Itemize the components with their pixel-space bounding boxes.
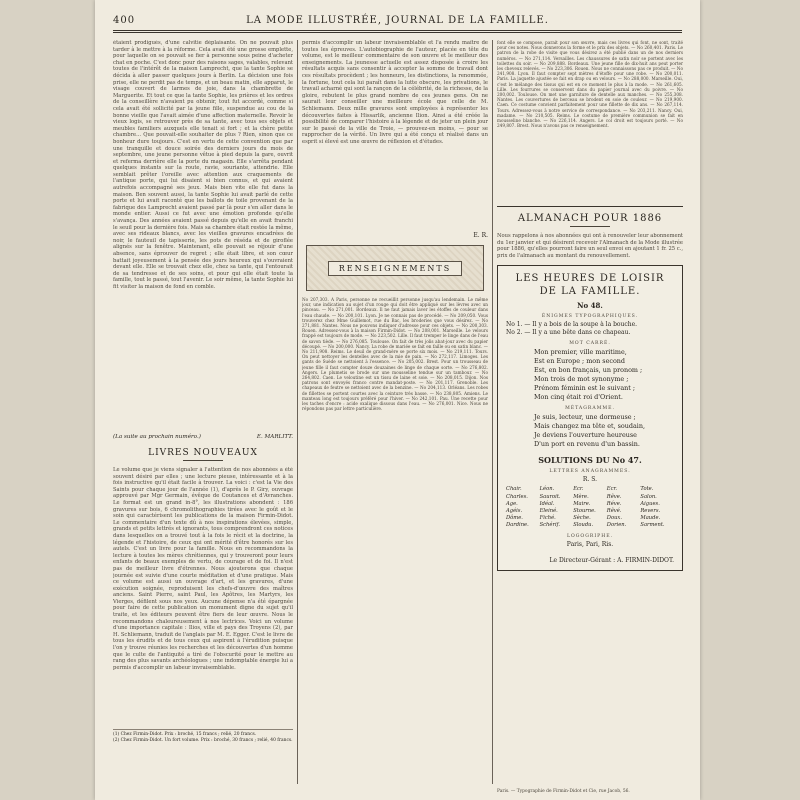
solution-word: Idéal. (539, 500, 555, 507)
mot-carre-label: MOT CARRÉ. (569, 341, 611, 347)
logogriphe-answer: Paris, Pari, Ris. (566, 540, 614, 548)
poem-line: Mais changez ma tête et, soudain, (534, 422, 645, 431)
enigme: No 2. — Il y a une bête dans ce chapeau. (506, 329, 631, 337)
printer-footer: Paris. — Typographie de Firmin-Didot et Cie, rue Jacob, 56. (497, 789, 630, 794)
almanach-text: Nous rappelons à nos abonnées qui ont à renouveler leur abonnement du 1er janvier et qui désirent recevoir l'Almanach de la Mode illustrée pour 1886, qu'elles pourront faire un seul envoi en ajoutant 1 fr. 25 c., prix de l'almanach au montant du renouvellement. (497, 233, 683, 259)
review-signature: E. R. (473, 232, 488, 239)
title-rule (183, 460, 223, 461)
solution-word: Schérif. (539, 522, 560, 529)
directeur-gerant: Le Directeur-Gérant : A. FIRMIN-DIDOT. (549, 556, 674, 564)
poem-line: Est en Europe ; mon second (534, 357, 625, 366)
solution-word: Chair. (506, 486, 522, 493)
lettres-anagrammes-label: LETTRES ANAGRAMMES. (549, 469, 631, 475)
poem-line: Mon trois de mot synonyme ; (534, 375, 629, 384)
enigme: No 1. — Il y a bois de la soupe à la bouche. (506, 321, 638, 329)
section-rule (497, 206, 683, 207)
livres-continued-text: permis d'accomplir un labeur invraisemblable et l'a rendu maître de toutes les épreuves. L'autobiographie de l'auteur, placée en tête du volume, est le meilleur commentaire de son œuvre et le meilleur des enseignements. La jeunesse actuelle est assez disposée à croire les résultats acquis sans consentir à accepter la somme de travail dont ces résultats procèdent ; les honneurs, les distinctions, la renommée, la fortune, tout cela lui paraît dans la lutte obscure, les privations, le travail acharné qui sont la rançon de la célébrité, de la richesse, de la gloire, rebutent le plus grand nombre de ces jeunes gens. On ne saurait leur conseiller une meilleure école que celle de M. Schliemann. Deux mille gravures sont employées à représenter les découvertes faites à Hissarlik, ancienne Ilion. Ainsi a été créée la possibilité de comparer l'histoire à la légende et de jeter un plein jour sur le passé de la ville de Troie, — prouvez-en moins, — pour se rapprocher de la vérité. Un livre qui a été conçu et réalisé dans un esprit si élevé est une œuvre de réflexion et d'études. (302, 40, 488, 145)
author-signature: E. MARLITT. (256, 434, 293, 440)
solutions-grid (506, 486, 674, 529)
column-separator (492, 40, 493, 784)
solution-word: Tote. (640, 486, 654, 493)
poem-line: Mon premier, ville maritime, (534, 348, 627, 357)
solution-word: Dorien. (606, 522, 627, 529)
feuilleton-footer (113, 434, 293, 440)
section-title-livres: LIVRES NOUVEAUX (148, 448, 258, 458)
solution-word: Ecr. (573, 486, 584, 493)
solution-word: Sarment. (640, 522, 665, 529)
solution-word: Revers. (640, 507, 661, 514)
solution-word: Léon. (539, 486, 555, 493)
page-number: 400 (113, 14, 136, 26)
heures-de-loisir-box (497, 265, 683, 570)
page-header (113, 12, 682, 28)
poem-line: Mon cinq était roi d'Orient. (534, 393, 623, 402)
solution-word: Fiché. (539, 515, 556, 522)
solution-word: Aigues. (640, 500, 660, 507)
solution-word: Dardine. (506, 522, 529, 529)
solution-word: Sloudu. (573, 522, 594, 529)
solution-word: Charles. (506, 493, 528, 500)
banner-title: RENSEIGNEMENTS (328, 261, 462, 276)
solution-word: Sèche. (573, 515, 591, 522)
header-rule (113, 30, 682, 31)
feuilleton-text: étaient prodigués, d'une calvitie déplaisante. On ne pouvait plus tarder à le mettre à la réforme. Cela avait été une grosse emplette, pour laquelle on se pouvait se fier à personne sous peine d'acheter chat en poche. C'est donc pour des raisons sages, valables, relevant toutes de l'intérêt de la maison Lamprecht, que la tante Sophie se décida à aller passer quelques jours à Berlin. La décision une fois prise, elle ne perdit pas de temps, et un beau matin, elle apparut, le visage couvert de larmes de joie, dans la chambrette de Marguerite. Et tout ce que la tante Sophie, les prières et les ordres de la conseillère n'avaient pu obtenir, tout fut accordé, comme si cela avait été sollicité par la jeune fille, suspendue au cou de la bonne vieille que l'avait aimée d'une affection maternelle. Revoir le vieux logis, se retrouver près de sa tante, avec tous ses objets et meubles familiers auxquels elle tenait si fort ; et la chère petite chambre... Que pouvait-elle souhaiter de plus ? Rien, sinon que ce bonheur dure toujours. C'est en vertu de cette convention que par une tranquille et douce soirée des derniers jours du mois de septembre, une jeune personne vêtue à pied depuis la gare, ouvrit et referma derrière elle la porte du magasin. Elle s'arrêta pendant quelques instants sur la route, ravie, souriante, attendrie. Elle semblait prêter l'oreille avec attention aux craquements de l'antique porte, qui lui disaient si bien connus, et qui avaient autrefois accompagné ses jeux. Mais bien vite elle fut dans la maison. Ben souvent aussi, la tante Sophie lui avait parlé de cette porte et lui avait raconté que les ballots de toile provenant de la fabrique des Lamprecht avaient passé par là pour s'en aller dans le monde entier. Aussi ce fut avec une émotion profonde qu'elle s'avança. Des années avaient passé depuis qu'elle en avait franchi le seuil pour la dernière fois. Mais sa chambre était restée la même, avec ses rideaux blancs, avec les vieilles gravures encadrées de noir, le fauteuil de tapisserie, les pots de réséda et de giroflée alignés sur la fenêtre. Maintenant, elle pouvait se réjouir d'une absence, sans éprouver de regret ; elle était libre, et son cœur battait joyeusement à la pensée des jours heureux qui s'ouvraient devant elle. Elle se trouvait chez elle, chez sa tante, qui l'entourait de sa tendresse et de ses soins, et pour qui elle était toute la famille, tout le passé, tout l'avenir. Le soir même, la tante Sophie lui fit visiter la maison de fond en comble. (113, 40, 293, 290)
solution-initials: R. S. (582, 476, 598, 484)
suite-note: (La suite au prochain numéro.) (113, 434, 201, 440)
column-1 (113, 40, 293, 788)
renseignements-continued: font elle se compose, parait pour son œuvre, mais ces livres qui font, ne sont, traité pour ces notes. Nous donnerons la forme et le prix des objets. — No 260,401. Paris. Le patron de la robe de visite que vous désirez a été publié dans un de nos derniers numéros. — No 271,114. Versailles. Les chaussures de satin noir se portent avec les toilettes du soir. — No 209,888. Bordeaux. Une jeune fille de dix-huit ans peut porter les cheveux relevés. — No 223,306. Rouen. Nous ne connaissons pas ce produit. — No 241,908. Lyon. Il faut compter sept mètres d'étoffe pour une robe. — No 200,011. Paris. La jaquette ajustée se fait en drap ou en velours. — No 288,000. Marseille. Oui, c'est le mélange des tissus qui est en ce moment le plus à la mode. — No 261,605. Lille. Les fourrures se conservent dans du papier journal avec du poivre. — No 200,002. Toulouse. On met une garniture de dentelle aux manches. — No 255,308. Nantes. Les couvertures de berceau se brodent en soie de couleur. — No 219,900. Caen. Ce costume convient parfaitement pour une fillette de dix ans. — No 267,114. Tours. Adressez-vous à notre service de correspondance. — No 203,211. Nancy. Oui, madame. — No 210,505. Reims. Le costume de première communion se fait en mousseline blanche. — No 226,114. Angers. Le col droit est toujours porté. — No 249,807. Brest. Nous n'avons pas ce renseignement. (497, 40, 683, 129)
solution-word: Salon. (640, 493, 657, 500)
poem-line: Je suis, lecteur, une dormeuse ; (534, 413, 636, 422)
poem-line: D'un port en revenu d'un bassin. (534, 440, 640, 449)
solution-word: Ecr. (606, 486, 618, 493)
livres-text: Le volume que je viens signaler à l'attention de nos abonnées a été souvent désiré par elles ; une lecture pieuse, intéressante et à la fois instructive qu'il était facile à trouver. La voici : c'est la Vie des Saints pour chaque jour de l'année (1), d'après le P. Giry, ouvrage approuvé par Mgr Germain, évêque de Coutances et d'Avranches. Le format est un grand in-8°, les illustrations abondent : 186 gravures sur bois, 6 chromolithographies tirées avec le goût et le soin qui caractérisent les publications de la maison Firmin-Didot. Le commentaire d'un texte dû à nos inspirations élevées, simple, grands et petits lettrés et ignorants, tous comprendront ces notices dans lesquelles on a trouvé tout à la fois le récit et la doctrine, la légende et l'histoire, de ceux qui ont mérité d'être honorés sur les autels. C'est un livre pour la famille. Nous en recommandons la lecture à toutes les mères chrétiennes, qui y trouveront pour leurs enfants de beaux exemples de vertu, de courage et de foi. Il n'est pas de meilleur livre d'étrennes. Nous ajouterons que chaque journée est suivie d'une courte méditation et d'une pratique. Mais ce volume est aussi un ouvrage d'art, et les gravures, d'une exécution soignée, reproduisent les chefs-d'œuvre des maîtres anciens. Saint Pierre, saint Paul, les Apôtres, les Martyrs, les Vierges, défilent sous nos yeux. Aucune dépense n'a été épargnée pour faire de cette publication un monument digne du sujet qu'il traite, et les éditeurs peuvent être fiers de leur œuvre. Nous le recommandons chaleureusement à nos lectrices. Voici un volume d'une importance capitale : Ilios, ville et pays des Troyens (2), par H. Schliemann, traduit de l'anglais par M. E. Egger. C'est le livre de tous les érudits et de tous ceux qui aspirent à l'érudition puisque l'on y trouve réunies les recherches et les découvertes d'un homme que le culte de l'antiquité a tiré de l'obscurité pour le mettre au rang des plus savants archéologues ; une indomptable énergie lui a permis d'accomplir un labeur invraisemblable. (113, 467, 293, 671)
solution-word: Mère. (573, 493, 589, 500)
column-2 (302, 40, 488, 788)
enigmes-label: ÉNIGMES TYPOGRAPHIQUES. (541, 314, 639, 320)
solution-word: Stourne. (573, 507, 596, 514)
header-rule-2 (113, 32, 682, 33)
poem-line: Je deviens l'ouverture heureuse (534, 431, 637, 440)
mot-carre-poem (506, 348, 674, 402)
renseignements-text: No 207,303. A Paris, personne ne recueillit personne jusqu'au lendemain. Le même jour, une indication au sujet d'un rouge qui doit être appliqué sur les lèvres avec un pinceau. — No 271,001. Bordeaux. Il ne faut jamais laver les étoffes de couleur dans l'eau chaude. — No 200,101. Lyon. Je ne connais pas de procédé. — No 209,050. Vous trouverez chez Mme Guillemot, rue du Bac, les broderies que vous désirez. — No 271,881. Nantes. Nous ne pouvons indiquer d'adresse pour ces objets. — No 200,303. Rouen. Adressez-vous à la maison Firmin-Didot. — No 208,001. Marseille. Le velours frappé est toujours de mode. — No 223,502. Lille. Il faut tremper le linge dans de l'eau de savon tiède. — No 276,085. Toulouse. On fait de très jolis abat-jour avec du papier découpé. — No 200,000. Nancy. La robe de mariée se fait en faille ou en satin blanc. — No 211,908. Reims. Le deuil de grand-mère se porte six mois. — No 219,111. Tours. On peut nettoyer les dentelles avec de la mie de pain. — No 272,117. Limoges. Les gants de Suède se nettoient à l'essence. — No 205,002. Brest. Pour un trousseau de jeune fille il faut compter douze douzaines de linge de chaque sorte. — No 276,802. Angers. Le plumetis se brode sur une mousseline tendue sur un tambour. — No 264,802. Caen. Le veloutine est un tissu de laine et soie. — No 208,015. Dijon. Nos patrons sont envoyés franco contre mandat-poste. — No 201,117. Grenoble. Les chapeaux de feutre se nettoient avec de la benzine. — No 204,113. Orléans. Les robes de fillettes se portent courtes avec la ceinture très basse. — No 238,805. Amiens. Le manteau long est toujours préféré pour l'hiver. — No 242,101. Pau. Une recette pour les taches d'encre : acide oxalique dissous dans l'eau. — No 276,001. Nice. Nous ne répondons pas par lettre particulière. (302, 297, 488, 412)
solution-word: Agéis. (506, 507, 523, 514)
solution-word: Doux. (606, 515, 622, 522)
almanach-title: ALMANACH POUR 1886 (517, 213, 663, 224)
logogriphe-label: LOGOGRIPHE. (566, 533, 614, 539)
footnote: (1) Chez Firmin-Didot. Prix : broché, 15 francs ; relié, 20 francs. (113, 732, 257, 737)
solutions-title: SOLUTIONS DU No 47. (538, 455, 642, 466)
metagramme-label: MÉTAGRAMME. (565, 406, 615, 412)
solution-word: Eleiné. (539, 507, 558, 514)
solution-word: Réve. (606, 500, 622, 507)
poem-line: Prénom féminin est le suivant ; (534, 384, 635, 393)
solution-word: Rêvé. (606, 507, 622, 514)
solution-word: Maire. (573, 500, 591, 507)
renseignements-banner (306, 245, 484, 291)
poem-line: Est, en bon français, un pronom ; (534, 366, 643, 375)
solution-word: Dôme. (506, 515, 523, 522)
footnotes (113, 729, 293, 743)
solution-word: Maude. (640, 515, 661, 522)
footnote: (2) Chez Firmin-Didot. Un fort volume. Prix : broché, 30 francs ; relié, 40 francs. (113, 737, 293, 743)
journal-title: LA MODE ILLUSTRÉE, JOURNAL DE LA FAMILLE. (246, 14, 549, 26)
newspaper-page (95, 0, 700, 800)
solution-word: Age. (506, 500, 518, 507)
title-rule (570, 226, 610, 227)
box-title: LES HEURES DE LOISIR DE LA FAMILLE. (515, 273, 665, 298)
solution-word: Sauroit. (539, 493, 561, 500)
column-separator (297, 40, 298, 784)
metagramme-poem (506, 413, 674, 449)
solution-word: Rêve. (606, 493, 622, 500)
issue-number: No 48. (577, 301, 603, 311)
column-3 (497, 40, 683, 788)
